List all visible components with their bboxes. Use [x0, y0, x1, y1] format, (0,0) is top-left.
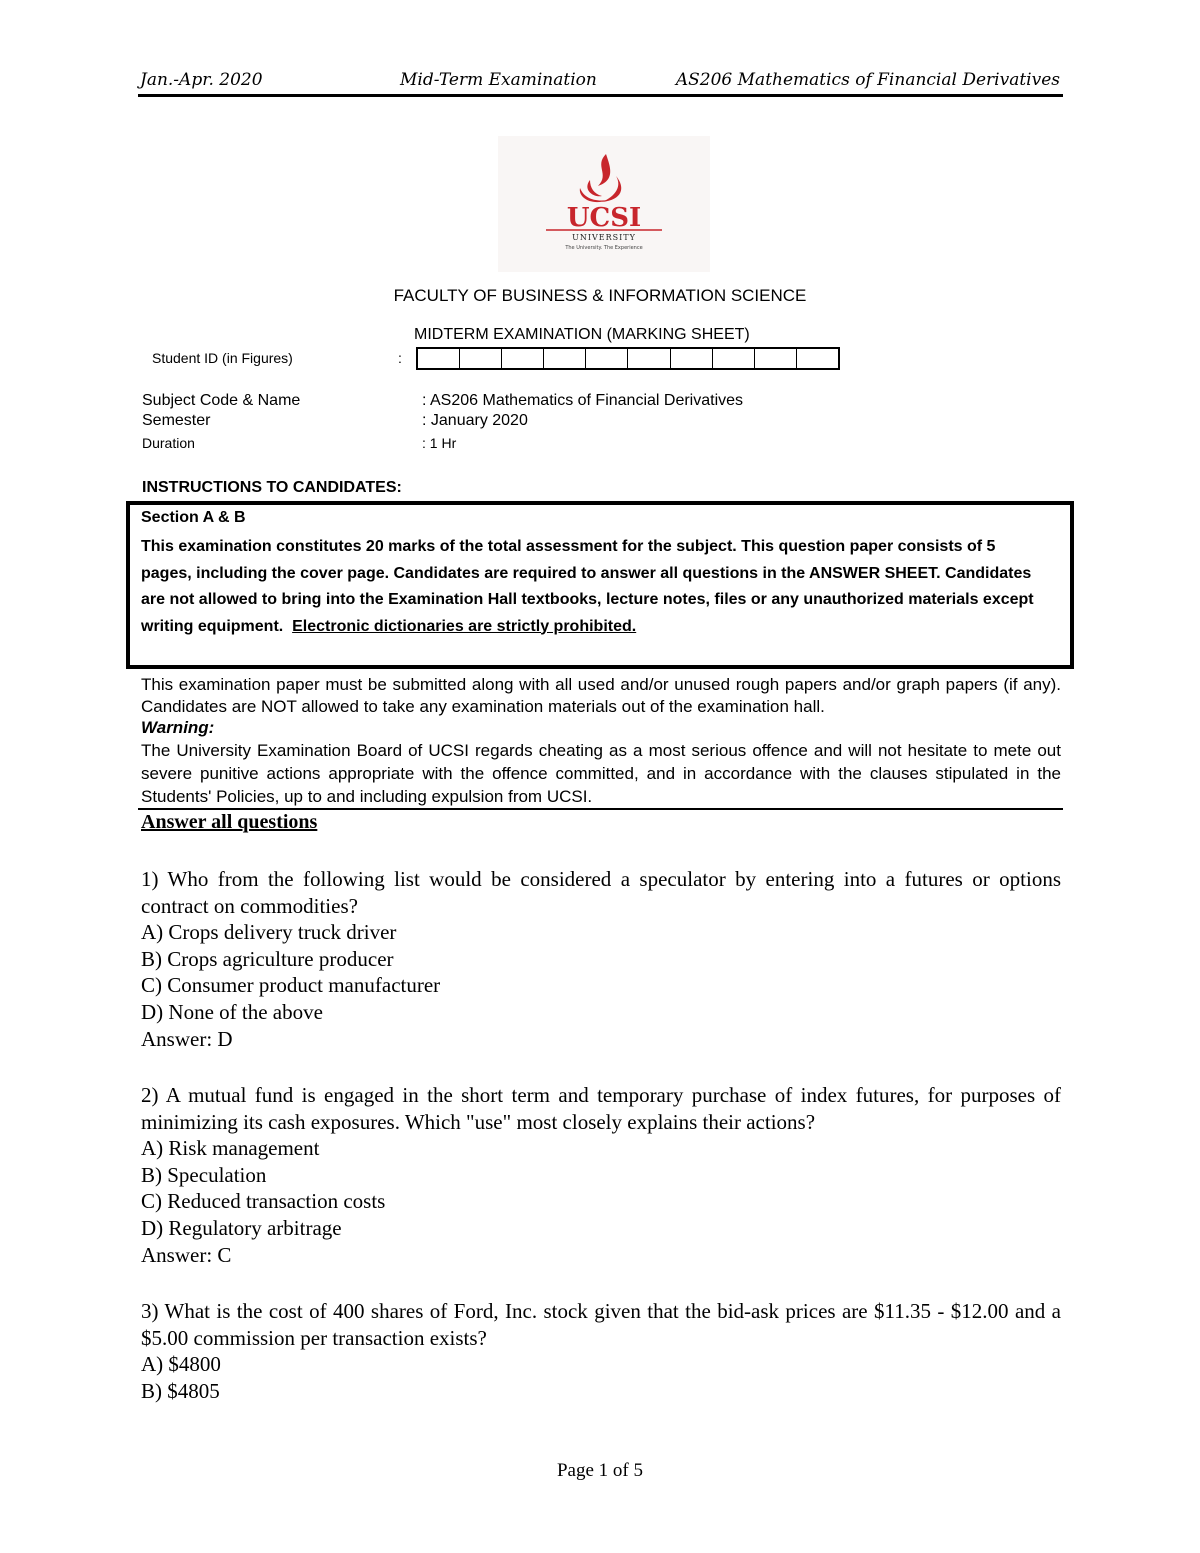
header-exam-title: Mid-Term Examination — [400, 70, 597, 90]
option: D) None of the above — [141, 999, 323, 1024]
student-id-digit-box[interactable] — [755, 349, 797, 368]
semester-value: : January 2020 — [422, 412, 528, 429]
faculty-title: FACULTY OF BUSINESS & INFORMATION SCIENCE — [393, 286, 807, 305]
section-title: Section A & B — [141, 509, 246, 526]
warning-label: Warning: — [141, 718, 215, 737]
question-2 — [141, 1082, 1061, 1268]
student-id-label: Student ID (in Figures) — [152, 350, 293, 366]
question-stem: 3) What is the cost of 400 shares of Ford, Inc. stock given that the bid-ask prices are $11.35 - $12.00 and a $5.00 commission per transaction exists? — [141, 1299, 1061, 1350]
semester-label: Semester — [142, 412, 211, 429]
student-id-digit-box[interactable] — [628, 349, 670, 368]
logo-subtitle: UNIVERSITY — [572, 233, 636, 242]
exam-type: MIDTERM EXAMINATION (MARKING SHEET) — [414, 326, 750, 343]
student-id-boxes[interactable] — [416, 347, 840, 370]
question-stem: 1) Who from the following list would be considered a speculator by entering into a futures or options contract on commodities? — [141, 867, 1061, 918]
option: C) Consumer product manufacturer — [141, 973, 441, 998]
student-id-digit-box[interactable] — [418, 349, 460, 368]
answer-all-heading: Answer all questions — [141, 811, 318, 833]
student-id-digit-box[interactable] — [544, 349, 586, 368]
option: D) Regulatory arbitrage — [141, 1215, 342, 1240]
student-id-colon: : — [398, 350, 402, 366]
option: B) Crops agriculture producer — [141, 946, 394, 971]
instructions-prohibited: Electronic dictionaries are strictly prohibited. — [292, 617, 637, 635]
duration-label: Duration — [142, 435, 195, 451]
student-id-digit-box[interactable] — [586, 349, 628, 368]
question-1 — [141, 866, 1061, 1052]
option: C) Reduced transaction costs — [141, 1189, 386, 1214]
option: A) Risk management — [141, 1136, 320, 1161]
answer: Answer: C — [141, 1242, 232, 1267]
logo-tagline: The University. The Experience — [565, 245, 643, 251]
question-3 — [141, 1298, 1061, 1404]
student-id-digit-box[interactable] — [502, 349, 544, 368]
subject-value: : AS206 Mathematics of Financial Derivatives — [422, 392, 744, 409]
student-id-digit-box[interactable] — [671, 349, 713, 368]
duration-value: : 1 Hr — [422, 435, 457, 451]
option: A) Crops delivery truck driver — [141, 920, 397, 945]
section-rule — [138, 808, 1063, 810]
option: A) $4800 — [141, 1352, 221, 1377]
page-number: Page 1 of 5 — [556, 1460, 643, 1481]
logo-name: UCSI — [566, 203, 642, 233]
subject-label: Subject Code & Name — [142, 392, 301, 409]
student-id-digit-box[interactable] — [797, 349, 838, 368]
answer: Answer: D — [141, 1026, 233, 1051]
student-id-digit-box[interactable] — [713, 349, 755, 368]
header-rule — [138, 94, 1063, 97]
student-id-digit-box[interactable] — [460, 349, 502, 368]
university-logo — [498, 136, 710, 272]
instructions-title: INSTRUCTIONS TO CANDIDATES: — [142, 479, 402, 496]
instructions-body: This examination constitutes 20 marks of the total assessment for the subject. This question paper consists of 5 pages, including the cover page. Candidates are required to answer all questions in the ANSWER SHEET. Candidates are not allowed to bring into the Examination Hall textbooks, lecture notes, files or any unauthorized materials except writing equipment. — [141, 538, 1034, 635]
option: B) Speculation — [141, 1162, 267, 1187]
instructions-text — [141, 534, 1046, 640]
header-subject: AS206 Mathematics of Financial Derivatives — [675, 70, 1060, 90]
submission-text: This examination paper must be submitted along with all used and/or unused rough papers and/or graph papers (if any). Candidates are NOT allowed to take any examination materials out of the examination hall. — [141, 675, 1061, 716]
header-date: Jan.-Apr. 2020 — [140, 70, 263, 90]
warning-text: The University Examination Board of UCSI regards cheating as a most serious offence and will not hesitate to mete out severe punitive actions appropriate with the offence committed, and in accordance with the clauses stipulated in the Students' Policies, up to and including expulsion from UCSI. — [141, 741, 1061, 806]
question-stem: 2) A mutual fund is engaged in the short term and temporary purchase of index futures, for purposes of minimizing its cash exposures. Which "use" most closely explains their actions? — [141, 1083, 1061, 1134]
option: B) $4805 — [141, 1378, 220, 1403]
flame-icon — [498, 136, 710, 272]
